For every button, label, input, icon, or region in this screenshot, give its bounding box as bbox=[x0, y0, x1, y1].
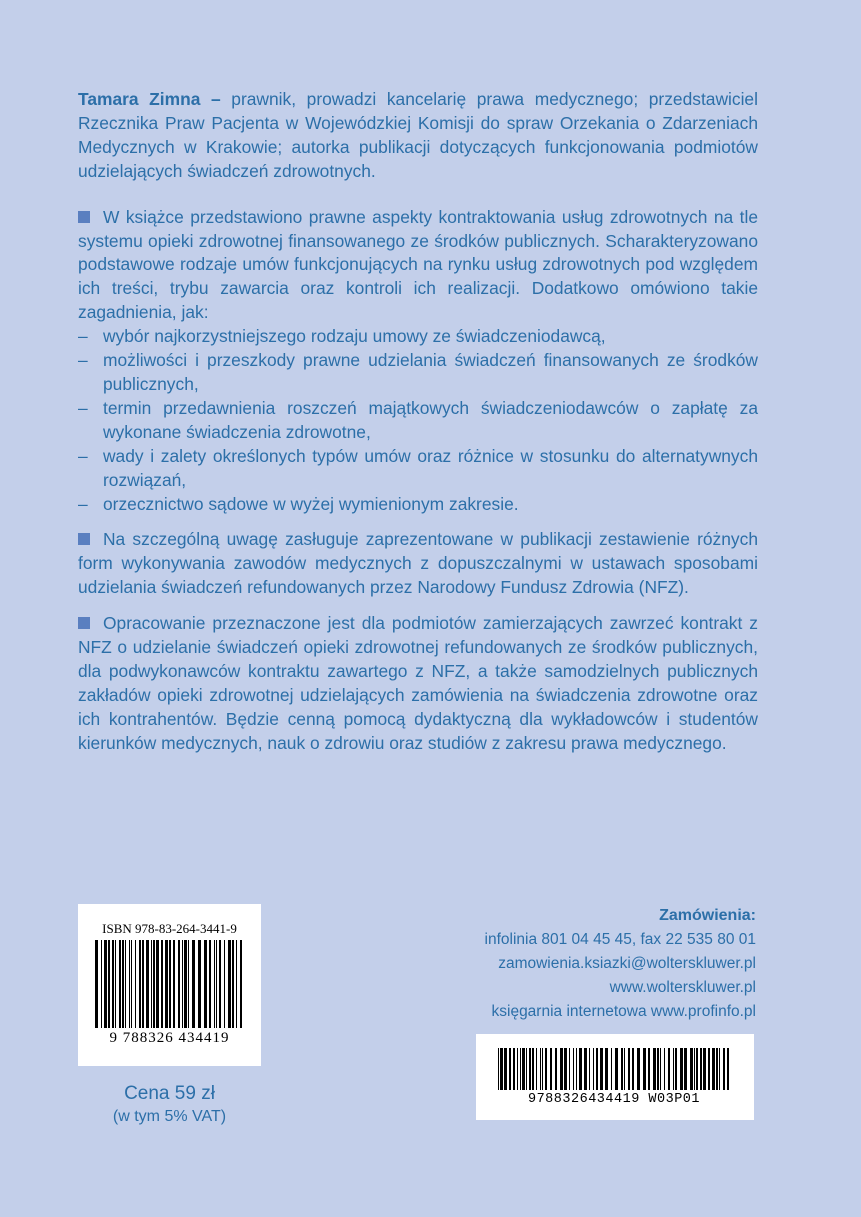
barcode-bar bbox=[101, 940, 102, 1028]
barcode-bar bbox=[708, 1048, 710, 1090]
barcode-bar bbox=[643, 1048, 646, 1090]
barcode-bar bbox=[129, 940, 130, 1028]
list-item-text: wady i zalety określonych typów umów oraz różnice w stosunku do alternatywnych rozwiązań, bbox=[103, 445, 758, 490]
orders-website[interactable]: www.wolterskluwer.pl bbox=[609, 979, 756, 996]
barcode-bar bbox=[522, 1048, 525, 1090]
barcode-bar bbox=[611, 1048, 612, 1090]
barcode-bar bbox=[660, 1048, 661, 1090]
internal-barcode bbox=[498, 1048, 730, 1090]
barcode-bar bbox=[216, 940, 217, 1028]
barcode-bar bbox=[119, 940, 121, 1028]
barcode-bar bbox=[703, 1048, 706, 1090]
barcode-bar bbox=[593, 1048, 594, 1090]
barcode-bar bbox=[532, 1048, 534, 1090]
barcode-bar bbox=[228, 940, 231, 1028]
barcode-bar bbox=[214, 940, 215, 1028]
author-name: Tamara Zimna – bbox=[78, 89, 221, 109]
isbn-barcode-panel bbox=[78, 904, 261, 1066]
description-intro bbox=[78, 206, 758, 326]
barcode-bar bbox=[621, 1048, 623, 1090]
barcode-bar bbox=[564, 1048, 567, 1090]
barcode-bar bbox=[684, 1048, 687, 1090]
internal-barcode-panel bbox=[476, 1034, 754, 1120]
barcode-bar bbox=[526, 1048, 527, 1090]
orders-title: Zamówienia: bbox=[659, 907, 756, 924]
barcode-bar bbox=[115, 940, 116, 1028]
barcode-bar bbox=[540, 1048, 541, 1090]
barcode-bar bbox=[664, 1048, 665, 1090]
barcode-bar bbox=[131, 940, 132, 1028]
barcode-bar bbox=[584, 1048, 587, 1090]
barcode-bar bbox=[579, 1048, 582, 1090]
barcode-bar bbox=[500, 1048, 503, 1090]
barcode-bar bbox=[560, 1048, 563, 1090]
barcode-bar bbox=[219, 940, 221, 1028]
back-cover-text bbox=[78, 88, 758, 756]
barcode-bar bbox=[555, 1048, 557, 1090]
barcode-bar bbox=[624, 1048, 625, 1090]
square-bullet-icon bbox=[78, 533, 90, 545]
square-bullet-icon bbox=[78, 211, 90, 223]
author-bio: prawnik, prowadzi kancelarię prawa medycznego; przedstawiciel Rzecznika Praw Pacjenta w Wojewódzkiej Komisji do spraw Orzekania o Zdarzeniach Medycznych w Krakowie; autorka publikacji dotyczących funkcjonowania podmiotów udzielających świadczeń zdrowotnych. bbox=[78, 89, 758, 181]
audience-paragraph bbox=[78, 612, 758, 755]
isbn-barcode bbox=[95, 940, 244, 1028]
barcode-bar bbox=[657, 1048, 659, 1090]
barcode-bar bbox=[600, 1048, 603, 1090]
barcode-bar bbox=[504, 1048, 507, 1090]
barcode-bar bbox=[509, 1048, 511, 1090]
barcode-bar bbox=[188, 940, 189, 1028]
barcode-bar bbox=[95, 940, 98, 1028]
barcode-bar bbox=[668, 1048, 670, 1090]
list-item bbox=[78, 397, 758, 445]
dash-marker: – bbox=[78, 350, 88, 371]
barcode-bar bbox=[184, 940, 187, 1028]
barcode-bar bbox=[545, 1048, 547, 1090]
dash-marker: – bbox=[78, 326, 88, 347]
highlight-text: Na szczególną uwagę zasługuje zaprezentowane w publikacji zestawienie różnych form wykonywania zawodów medycznych z dopuszczalnymi w ustawach sposobami udzielania świadczeń refundowanych przez Narodowy Fundusz Zdrowia (NFZ). bbox=[78, 529, 758, 598]
barcode-bar bbox=[182, 940, 183, 1028]
barcode-bar bbox=[240, 940, 242, 1028]
barcode-bar bbox=[139, 940, 141, 1028]
barcode-bar bbox=[204, 940, 207, 1028]
barcode-bar bbox=[236, 940, 237, 1028]
topics-list bbox=[78, 325, 758, 516]
orders-email[interactable]: zamowienia.ksiazki@wolterskluwer.pl bbox=[498, 955, 756, 972]
barcode-bar bbox=[112, 940, 114, 1028]
orders-block bbox=[485, 904, 756, 1024]
barcode-bar bbox=[146, 940, 149, 1028]
barcode-bar bbox=[700, 1048, 702, 1090]
list-item bbox=[78, 493, 758, 517]
barcode-bar bbox=[104, 940, 107, 1028]
barcode-bar bbox=[723, 1048, 725, 1090]
barcode-bar bbox=[694, 1048, 695, 1090]
barcode-bar bbox=[517, 1048, 518, 1090]
dash-marker: – bbox=[78, 397, 88, 418]
barcode-bar bbox=[108, 940, 110, 1028]
barcode-bar bbox=[178, 940, 180, 1028]
barcode-bar bbox=[232, 940, 234, 1028]
square-bullet-icon bbox=[78, 617, 90, 629]
barcode-bar bbox=[696, 1048, 698, 1090]
dash-marker: – bbox=[78, 493, 88, 514]
barcode-bar bbox=[169, 940, 171, 1028]
barcode-bar bbox=[135, 940, 136, 1028]
barcode-bar bbox=[151, 940, 152, 1028]
isbn-label: ISBN 978-83-264-3441-9 bbox=[102, 921, 237, 936]
barcode-bar bbox=[675, 1048, 677, 1090]
barcode-bar bbox=[224, 940, 225, 1028]
barcode-bar bbox=[513, 1048, 515, 1090]
barcode-bar bbox=[637, 1048, 640, 1090]
barcode-bar bbox=[161, 940, 163, 1028]
barcode-bar bbox=[156, 940, 159, 1028]
price-block bbox=[78, 1082, 261, 1128]
barcode-bar bbox=[153, 940, 155, 1028]
list-item-text: możliwości i przeszkody prawne udzielania świadczeń finansowanych ze środków publicznych, bbox=[103, 350, 758, 394]
barcode-bar bbox=[209, 940, 211, 1028]
barcode-bar bbox=[719, 1048, 720, 1090]
barcode-bar bbox=[680, 1048, 683, 1090]
list-item-text: orzecznictwo sądowe w wyżej wymienionym zakresie. bbox=[103, 493, 519, 514]
barcode-bar bbox=[576, 1048, 577, 1090]
barcode-bar bbox=[712, 1048, 715, 1090]
barcode-bar bbox=[673, 1048, 674, 1090]
barcode-bar bbox=[529, 1048, 531, 1090]
dash-marker: – bbox=[78, 445, 88, 466]
list-item bbox=[78, 445, 758, 493]
barcode-bar bbox=[173, 940, 175, 1028]
list-item bbox=[78, 325, 758, 349]
audience-text: Opracowanie przeznaczone jest dla podmiotów zamierzających zawrzeć kontrakt z NFZ o udzielanie świadczeń opieki zdrowotnej refundowanych ze środków publicznych, dla podwykonawców kontraktu zawartego z NFZ, a także samodzielnych publicznych zakładów opieki zdrowotnej udzielających zamówienia na świadczenia zdrowotne oraz ich kontrahentów. Będzie cenną pomocą dydaktyczną dla wykładowców i studentów kierunków medycznych, nauk o zdrowiu oraz studiów z zakresu prawa medycznego. bbox=[78, 613, 758, 753]
orders-bookstore[interactable]: księgarnia internetowa www.profinfo.pl bbox=[491, 1003, 756, 1020]
barcode-bar bbox=[165, 940, 168, 1028]
barcode-bar bbox=[615, 1048, 618, 1090]
barcode-bar bbox=[648, 1048, 650, 1090]
barcode-bar bbox=[536, 1048, 537, 1090]
price: Cena 59 zł bbox=[124, 1083, 215, 1104]
orders-phone: infolinia 801 04 45 45, fax 22 535 80 01 bbox=[484, 931, 756, 948]
intro-text: W książce przedstawiono prawne aspekty kontraktowania usług zdrowotnych na tle systemu opieki zdrowotnej finansowanego ze środków publicznych. Scharakteryzowano podstawowe rodzaje umów funkcjonujących na rynku usług zdrowotnych pod względem ich treści, trybu zawarcia oraz kontroli ich realizacji. Dodatkowo omówiono takie zagadnienia, jak: bbox=[78, 206, 758, 323]
barcode-bar bbox=[628, 1048, 630, 1090]
barcode-bar bbox=[605, 1048, 608, 1090]
barcode-bar bbox=[596, 1048, 598, 1090]
barcode-bar bbox=[632, 1048, 634, 1090]
barcode-bar bbox=[653, 1048, 656, 1090]
barcode-bar bbox=[573, 1048, 574, 1090]
list-item bbox=[78, 349, 758, 397]
barcode-bar bbox=[498, 1048, 499, 1090]
barcode-bar bbox=[198, 940, 201, 1028]
barcode-bar bbox=[569, 1048, 570, 1090]
isbn-digits: 9 788326 434419 bbox=[109, 1030, 230, 1046]
barcode-bar bbox=[589, 1048, 590, 1090]
internal-code-text: 9788326434419 W03P01 bbox=[527, 1092, 701, 1107]
barcode-bar bbox=[727, 1048, 729, 1090]
barcode-bar bbox=[716, 1048, 718, 1090]
list-item-text: termin przedawnienia roszczeń majątkowych świadczeniodawców o zapłatę za wykonane świadczenia zdrowotne, bbox=[103, 397, 758, 442]
barcode-bar bbox=[122, 940, 124, 1028]
barcode-bar bbox=[192, 940, 195, 1028]
price-vat: (w tym 5% VAT) bbox=[112, 1108, 227, 1125]
barcode-bar bbox=[125, 940, 126, 1028]
barcode-bar bbox=[542, 1048, 543, 1090]
barcode-bar bbox=[690, 1048, 693, 1090]
barcode-bar bbox=[520, 1048, 521, 1090]
highlight-paragraph bbox=[78, 528, 758, 600]
author-paragraph bbox=[78, 88, 758, 184]
barcode-bar bbox=[550, 1048, 552, 1090]
list-item-text: wybór najkorzystniejszego rodzaju umowy ze świadczeniodawcą, bbox=[103, 326, 606, 347]
barcode-bar bbox=[142, 940, 144, 1028]
